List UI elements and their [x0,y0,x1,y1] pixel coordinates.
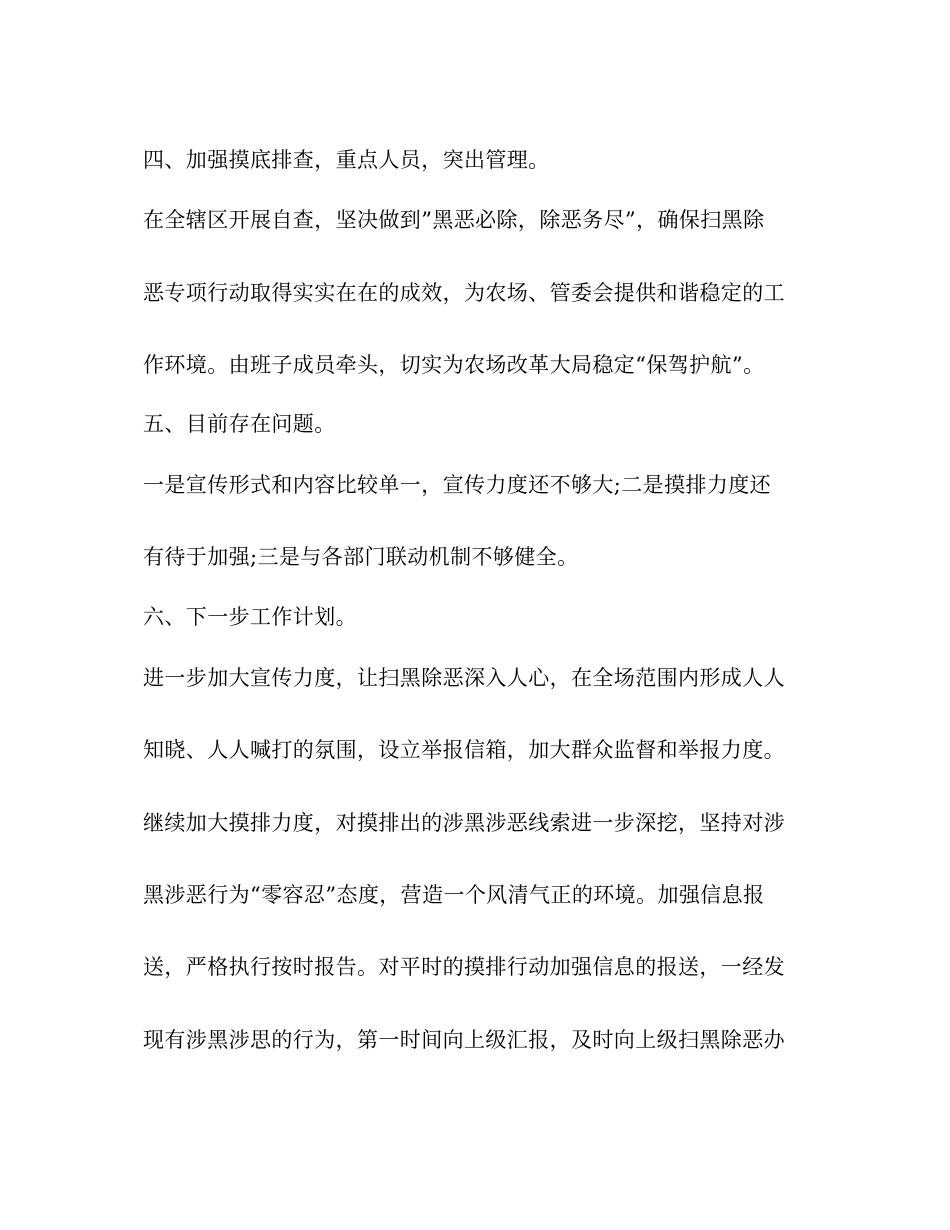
paragraph-line: 黑涉恶行为“零容忍”态度，营造一个风清气正的环境。加强信息报 [143,883,765,907]
paragraph-line: 继续加大摸排力度，对摸排出的涉黑涉恶线索进一步深挖，坚持对涉 [143,811,785,835]
paragraph-line: 知晓、人人喊打的氛围，设立举报信箱，加大群众监督和举报力度。 [143,738,785,762]
paragraph-line: 在全辖区开展自查，坚决做到”黑恶必除，除恶务尽”，确保扫黑除 [143,208,765,232]
paragraph-line: 现有涉黑涉思的行为，第一时间向上级汇报，及时向上级扫黑除恶办 [143,1028,785,1052]
heading-section-4: 四、加强摸底排查，重点人员，突出管理。 [143,148,550,172]
paragraph-line: 进一步加大宣传力度，让扫黑除恶深入人心，在全场范围内形成人人 [143,666,785,690]
paragraph-line: 作环境。由班子成员牵头，切实为农场改革大局稳定“保驾护航”。 [143,353,765,377]
paragraph-line: 有待于加强;三是与各部门联动机制不够健全。 [143,545,579,569]
paragraph-line: 恶专项行动取得实实在在的成效，为农场、管委会提供和谐稳定的工 [143,281,785,305]
paragraph-line: 一是宣传形式和内容比较单一，宣传力度还不够大;二是摸排力度还 [143,473,772,497]
heading-section-6: 六、下一步工作计划。 [143,605,357,629]
paragraph-line: 送，严格执行按时报告。对平时的摸排行动加强信息的报送，一经发 [143,955,785,979]
heading-section-5: 五、目前存在问题。 [143,412,336,436]
